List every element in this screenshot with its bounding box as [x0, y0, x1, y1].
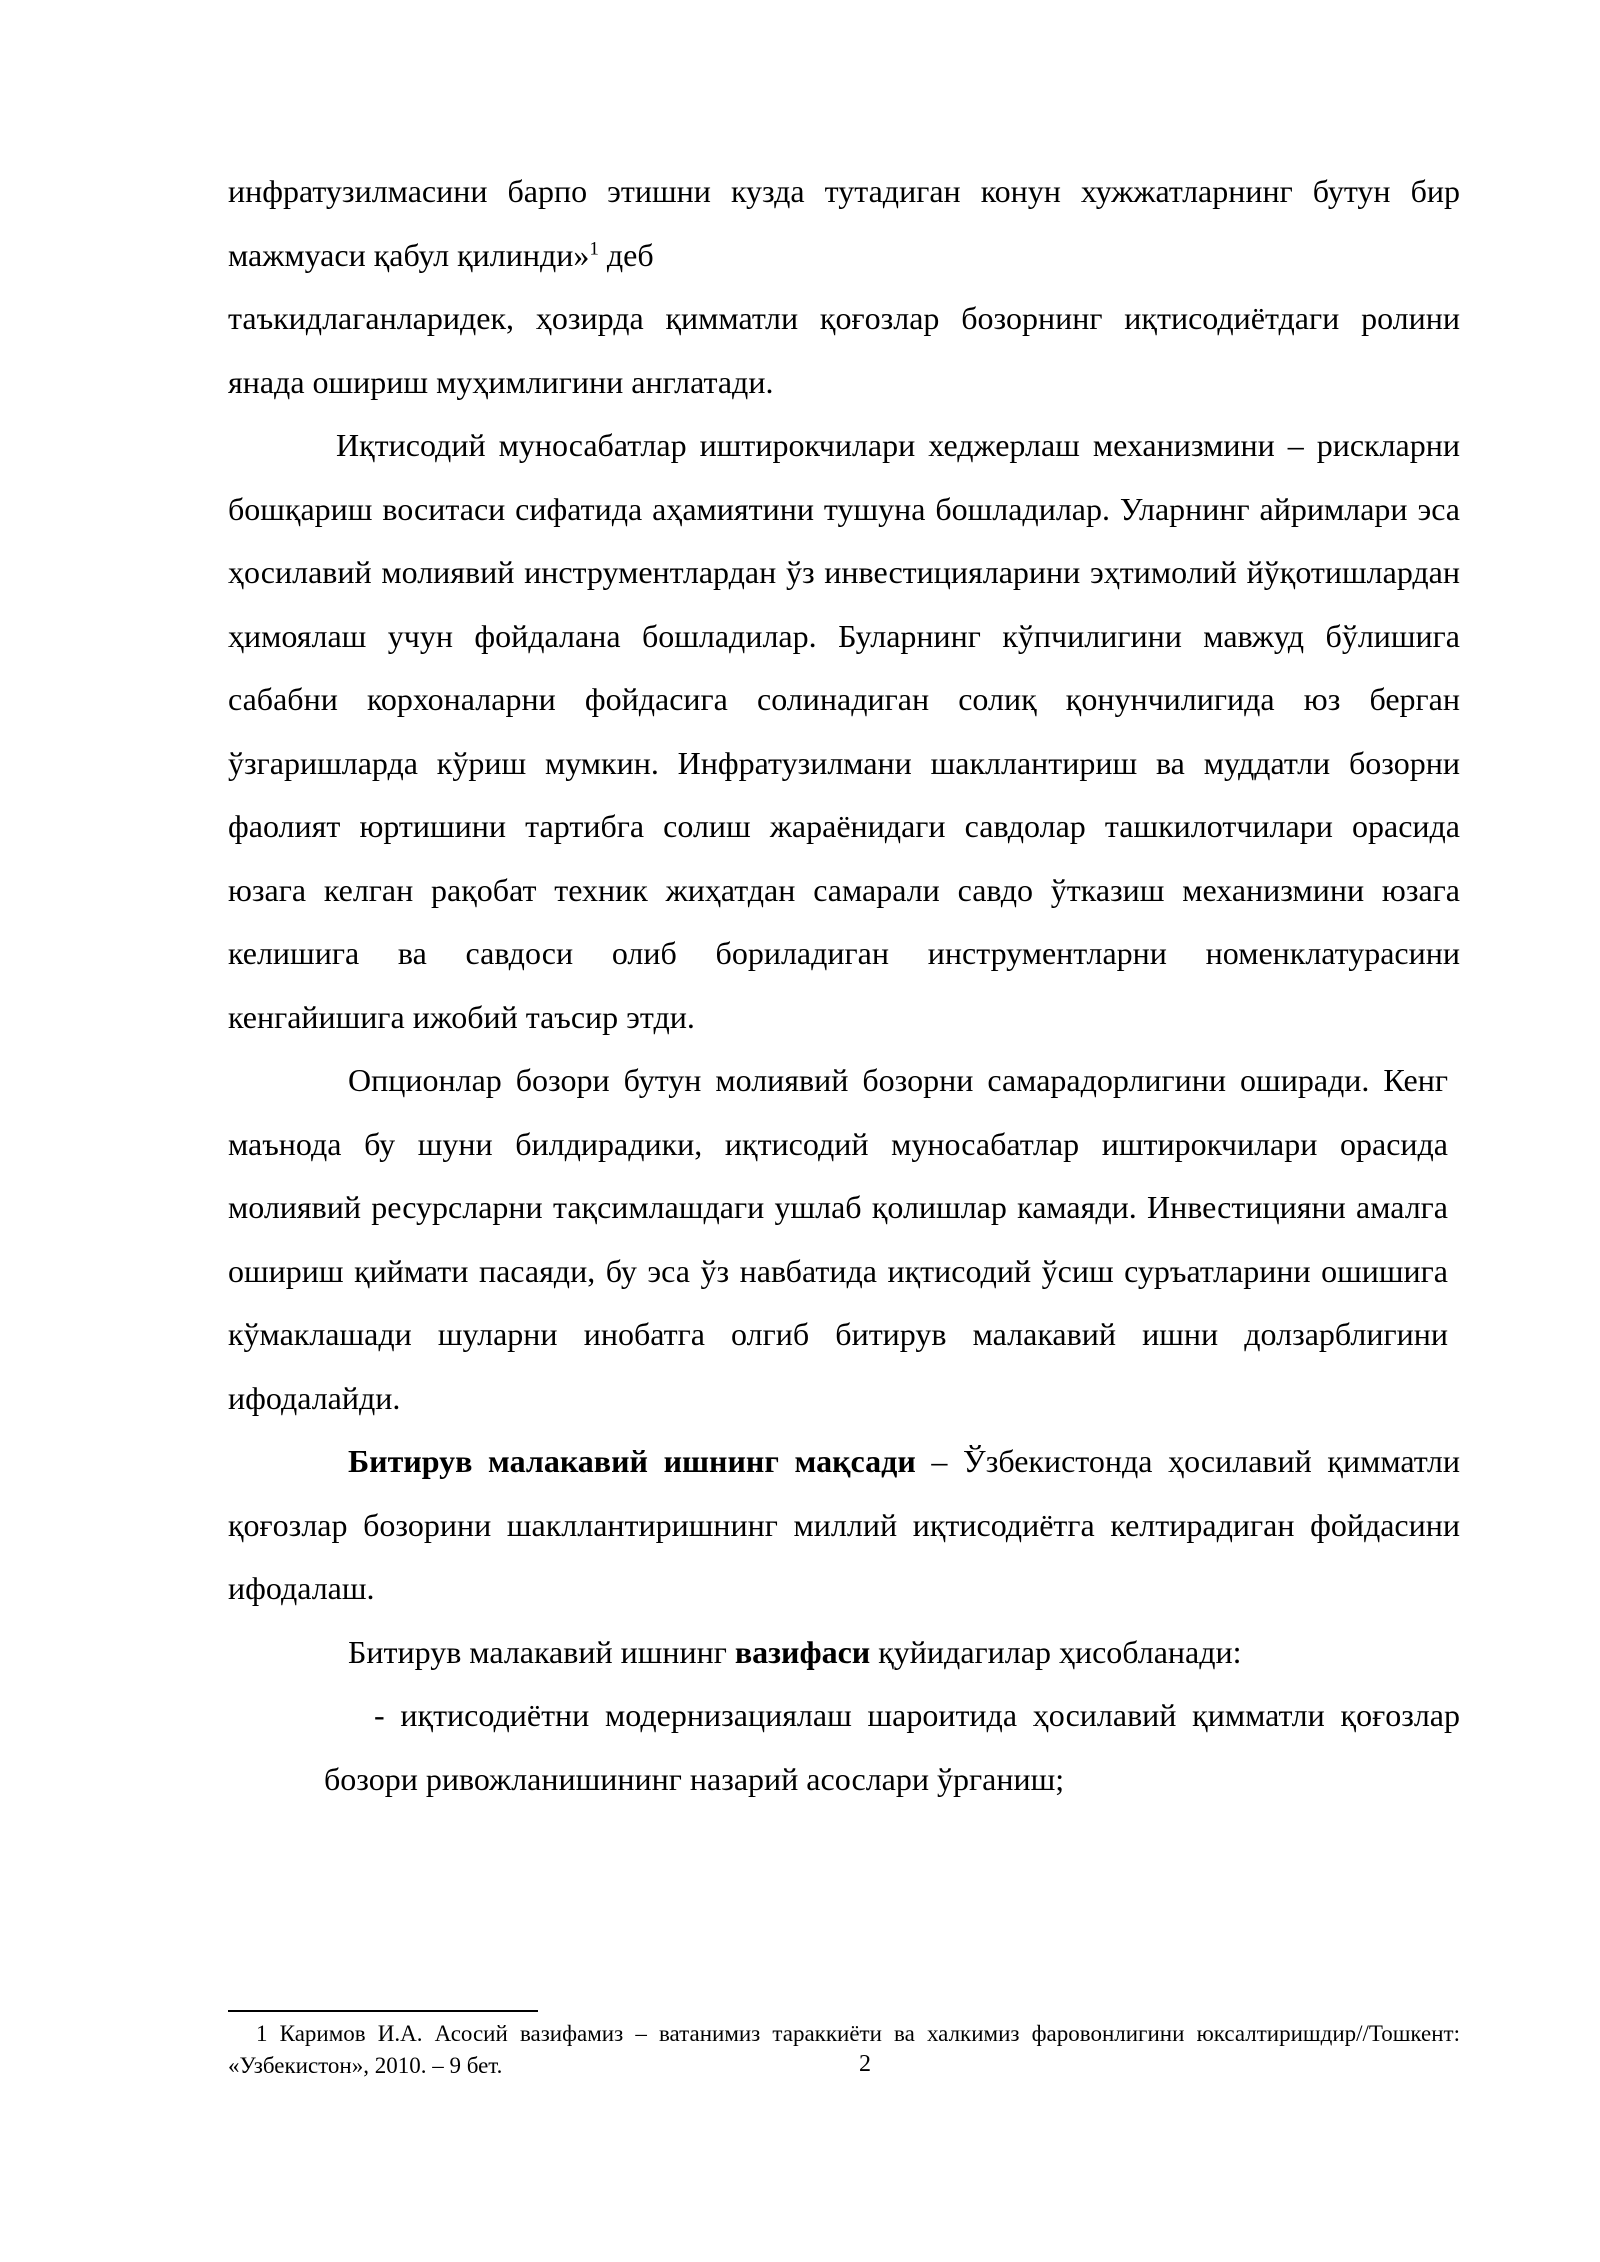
footnote-ref: 1 [589, 237, 599, 259]
tasks-intro-tail: қуйидагилар ҳисобланади: [870, 1633, 1242, 1670]
paragraph-5 [228, 1430, 1460, 1621]
paragraph-1-text: инфратузилмасини барпо этишни кузда тутадиган конун хужжатларнинг бутун бир мажмуаси қабул қилинди» [228, 173, 1460, 273]
goal-heading: Битирув малакавий ишнинг мақсади [348, 1443, 916, 1479]
paragraph-1 [228, 160, 1460, 287]
goal-text: – Ўзбекистонда ҳосилавий қимматли қоғозлар бозорини шакллантиришнинг миллий иқтисодиётга келтирадиган фойдасини ифодалаш. [228, 1443, 1461, 1606]
tasks-intro: Битирув малакавий ишнинг [348, 1633, 735, 1670]
body-text [228, 160, 1460, 1811]
footnote: 1 Каримов И.А. Асосий вазифамиз – ватанимиз тараккиёти ва халкимиз фаровонлигини юксалтиришдир//Тошкент: «Узбекистон», 2010. – 9 бет. [228, 2021, 1460, 2078]
paragraph-3: Иқтисодий муносабатлар иштирокчилари хеджерлаш механизмини – рискларни бошқариш воситаси сифатида аҳамиятини тушуна бошладилар. Уларнинг айримлари эса ҳосилавий молиявий инструментлардан ўз инвестицияларини эҳтимолий йўқотишлардан ҳимоялаш учун фойдалана бошладилар. Буларнинг кўпчилигини мавжуд бўлишига сабабни корхоналарни фойдасига солинадиган солиқ қонунчилигида юз берган ўзгаришларда кўриш мумкин. Инфратузилмани шакллантириш ва муддатли бозорни фаолият юртишини тартибга солиш жараёнидаги савдолар ташкилотчилари орасида юзага келган рақобат техник жиҳатдан самарали савдо ўтказиш механизмини юзага келишига ва савдоси олиб бориладиган инструментларни номенклатурасини кенгайишига ижобий таъсир этди. [228, 427, 1460, 1035]
paragraph-6 [228, 1621, 1460, 1685]
page-number: 2 [859, 2051, 871, 2077]
footnote-divider [228, 2010, 538, 2012]
paragraph-1-tail: деб [598, 236, 654, 273]
paragraph-2: таъкидлаганларидек, ҳозирда қимматли қоғозлар бозорнинг иқтисодиётдаги ролини янада ошириш муҳимлигини англатади. [228, 300, 1460, 400]
paragraph-4: Опционлар бозори бутун молиявий бозорни самарадорлигини оширади. Кенг маънода бу шуни билдирадики, иқтисодий муносабатлар иштирокчилари орасида молиявий ресурсларни тақсимлашдаги ушлаб қолишлар камаяди. Инвестицияни амалга ошириш қиймати пасаяди, бу эса ўз навбатида иқтисодий ўсиш суръатларини ошишига кўмаклашади шуларни инобатга олгиб битирув малакавий ишни долзарблигини ифодалайди. [228, 1062, 1448, 1416]
list-item: - иқтисодиётни модернизациялаш шароитида ҳосилавий қимматли қоғозлар бозори ривожланишининг назарий асослари ўрганиш; [324, 1697, 1460, 1797]
tasks-keyword: вазифаси [734, 1633, 871, 1670]
